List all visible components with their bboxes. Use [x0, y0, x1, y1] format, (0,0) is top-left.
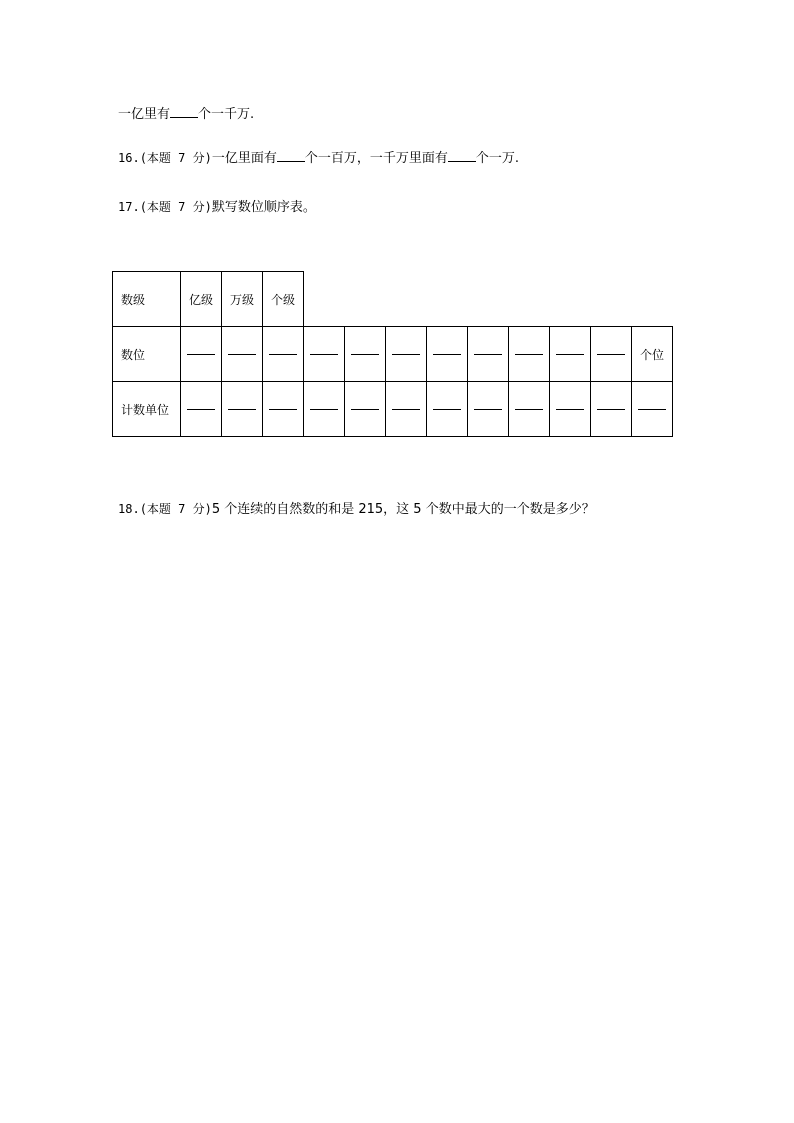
unit-blank-cell[interactable]	[591, 382, 632, 437]
q18-text: 5 个连续的自然数的和是 215，这 5 个数中最大的一个数是多少？	[211, 502, 595, 517]
table-row-units	[113, 382, 673, 437]
blank-dash	[433, 409, 461, 410]
q16-number: 16.	[118, 151, 140, 165]
q15-text-after: 个一千万.	[198, 107, 255, 122]
unit-blank-cell[interactable]	[345, 382, 386, 437]
blank-dash	[515, 409, 543, 410]
blank-dash	[351, 354, 379, 355]
blank-dash	[392, 354, 420, 355]
unit-blank-cell[interactable]	[386, 382, 427, 437]
empty-area	[304, 272, 673, 327]
place-blank-cell[interactable]	[468, 327, 509, 382]
q16-part3: 个一万.	[475, 151, 519, 166]
unit-blank-cell[interactable]	[468, 382, 509, 437]
q15-text-before: 一亿里有	[118, 107, 171, 122]
unit-blank-cell[interactable]	[222, 382, 263, 437]
place-blank-cell[interactable]	[345, 327, 386, 382]
place-blank-cell[interactable]	[222, 327, 263, 382]
blank-dash	[597, 354, 625, 355]
blank-dash	[515, 354, 543, 355]
blank-dash	[474, 354, 502, 355]
row-label-places: 数位	[113, 327, 181, 382]
table-row-places	[113, 327, 673, 382]
blank-dash	[638, 409, 666, 410]
question-16	[118, 149, 519, 167]
blank-dash	[228, 409, 256, 410]
answer-blank[interactable]	[170, 105, 198, 118]
place-blank-cell[interactable]	[427, 327, 468, 382]
table-row-levels	[113, 272, 673, 327]
place-blank-cell[interactable]	[509, 327, 550, 382]
question-15-tail	[118, 105, 254, 123]
unit-blank-cell[interactable]	[181, 382, 222, 437]
place-blank-cell[interactable]	[181, 327, 222, 382]
level-ge: 个级	[263, 272, 304, 327]
q18-number: 18.	[118, 502, 140, 516]
place-blank-cell[interactable]	[304, 327, 345, 382]
q17-number: 17.	[118, 200, 140, 214]
question-17	[118, 199, 316, 216]
blank-dash	[392, 409, 420, 410]
q18-meta: (本题 7 分)	[139, 502, 212, 516]
blank-dash	[351, 409, 379, 410]
blank-dash	[433, 354, 461, 355]
q16-part1: 一亿里面有	[211, 151, 277, 166]
blank-dash	[474, 409, 502, 410]
place-ones: 个位	[632, 327, 673, 382]
answer-blank[interactable]	[448, 149, 476, 162]
level-yi: 亿级	[181, 272, 222, 327]
place-blank-cell[interactable]	[386, 327, 427, 382]
place-blank-cell[interactable]	[591, 327, 632, 382]
q16-meta: (本题 7 分)	[139, 151, 212, 165]
blank-dash	[187, 354, 215, 355]
blank-dash	[310, 409, 338, 410]
q17-meta: (本题 7 分)	[139, 200, 212, 214]
blank-dash	[187, 409, 215, 410]
blank-dash	[269, 354, 297, 355]
answer-blank[interactable]	[277, 149, 305, 162]
row-label-units: 计数单位	[113, 382, 181, 437]
blank-dash	[228, 354, 256, 355]
unit-blank-cell[interactable]	[550, 382, 591, 437]
blank-dash	[597, 409, 625, 410]
unit-blank-cell[interactable]	[509, 382, 550, 437]
unit-blank-cell[interactable]	[263, 382, 304, 437]
place-value-table	[112, 271, 673, 437]
row-label-levels: 数级	[113, 272, 181, 327]
unit-blank-cell[interactable]	[427, 382, 468, 437]
q16-part2: 个一百万，一千万里面有	[304, 151, 448, 166]
unit-blank-cell[interactable]	[632, 382, 673, 437]
question-18	[118, 501, 595, 518]
blank-dash	[310, 354, 338, 355]
blank-dash	[556, 354, 584, 355]
unit-blank-cell[interactable]	[304, 382, 345, 437]
q17-text: 默写数位顺序表。	[211, 200, 316, 215]
blank-dash	[556, 409, 584, 410]
place-blank-cell[interactable]	[550, 327, 591, 382]
blank-dash	[269, 409, 297, 410]
level-wan: 万级	[222, 272, 263, 327]
place-blank-cell[interactable]	[263, 327, 304, 382]
